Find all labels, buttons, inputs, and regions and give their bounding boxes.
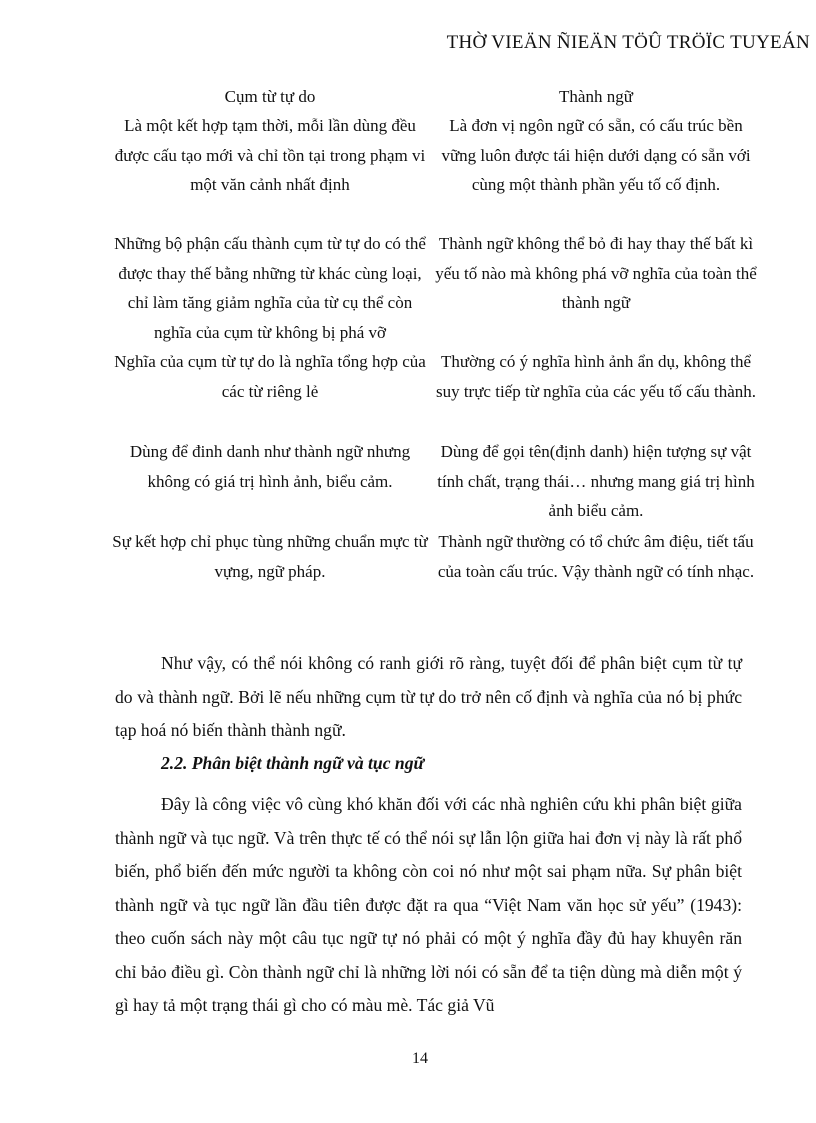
page-header: THỜ VIEÄN ÑIEÄN TÖÛ TRÖÏC TUYEÁN bbox=[446, 32, 810, 53]
paragraph-distinction: Đây là công việc vô cùng khó khăn đối với các nhà nghiên cứu khi phân biệt giữa thành ngữ và tục ngữ. Và trên thực tế có thể nói sự lẫn lộn giữa hai đơn vị này là rất phổ biến, phổ biến đến mức người ta không còn coi nó như một sai phạm nữa. Sự phân biệt thành ngữ và tục ngữ lần đầu tiên được đặt ra qua “Việt Nam văn học sử yếu” (1943): theo cuốn sách này một câu tục ngữ tự nó phải có một ý nghĩa đầy đủ hay khuyên răn chỉ bảo điều gì. Còn thành ngữ chỉ là những lời nói có sẵn để ta tiện dùng mà diễn một ý gì hay tả một trạng thái gì cho có màu mè. Tác giả Vũ bbox=[115, 794, 742, 1015]
left-cell-5: Sự kết hợp chỉ phục tùng những chuẩn mực từ vựng, ngữ pháp. bbox=[112, 532, 428, 581]
left-cell-2: Những bộ phận cấu thành cụm từ tự do có thể được thay thế bằng những từ khác cùng loại, chỉ làm tăng giảm nghĩa của từ cụ thể còn nghĩa của cụm từ không bị phá vỡ bbox=[114, 234, 426, 342]
left-cell-1: Là một kết hợp tạm thời, mỗi lần dùng đều được cấu tạo mới và chỉ tồn tại trong phạm vi một văn cảnh nhất định bbox=[114, 116, 426, 194]
page-number: 14 bbox=[412, 1050, 428, 1067]
right-cell-4: Dùng để gọi tên(định danh) hiện tượng sự vật tính chất, trạng thái… nhưng mang giá trị hình ảnh biểu cảm. bbox=[437, 442, 755, 520]
left-cell-4: Dùng để đinh danh như thành ngữ nhưng không có giá trị hình ảnh, biểu cảm. bbox=[129, 442, 411, 491]
right-cell-2: Thành ngữ không thể bỏ đi hay thay thế bất kì yếu tố nào mà không phá vỡ nghĩa của toàn thể thành ngữ bbox=[435, 234, 757, 312]
right-cell-1: Là đơn vị ngôn ngữ có sẵn, có cấu trúc bền vững luôn được tái hiện dưới dạng có sẵn với cùng một thành phần yếu tố cố định. bbox=[441, 116, 751, 194]
right-cell-5: Thành ngữ thường có tổ chức âm điệu, tiết tấu của toàn cấu trúc. Vậy thành ngữ có tính nhạc. bbox=[437, 532, 755, 581]
paragraph-conclusion: Như vậy, có thể nói không có ranh giới rõ ràng, tuyệt đối để phân biệt cụm từ tự do và thành ngữ. Bởi lẽ nếu những cụm từ tự do trở nên cố định và nghĩa của nó bị phức tạp hoá nó biến thành thành ngữ. bbox=[115, 653, 742, 740]
left-column-header: Cụm từ tự do bbox=[224, 87, 316, 106]
right-cell-3: Thường có ý nghĩa hình ảnh ẩn dụ, không thể suy trực tiếp từ nghĩa của các yếu tố cấu thành. bbox=[435, 352, 757, 401]
left-cell-3: Nghĩa của cụm từ tự do là nghĩa tổng hợp của các từ riêng lẻ bbox=[114, 352, 426, 401]
section-heading: 2.2. Phân biệt thành ngữ và tục ngữ bbox=[161, 753, 425, 773]
right-column-header: Thành ngữ bbox=[559, 87, 633, 106]
